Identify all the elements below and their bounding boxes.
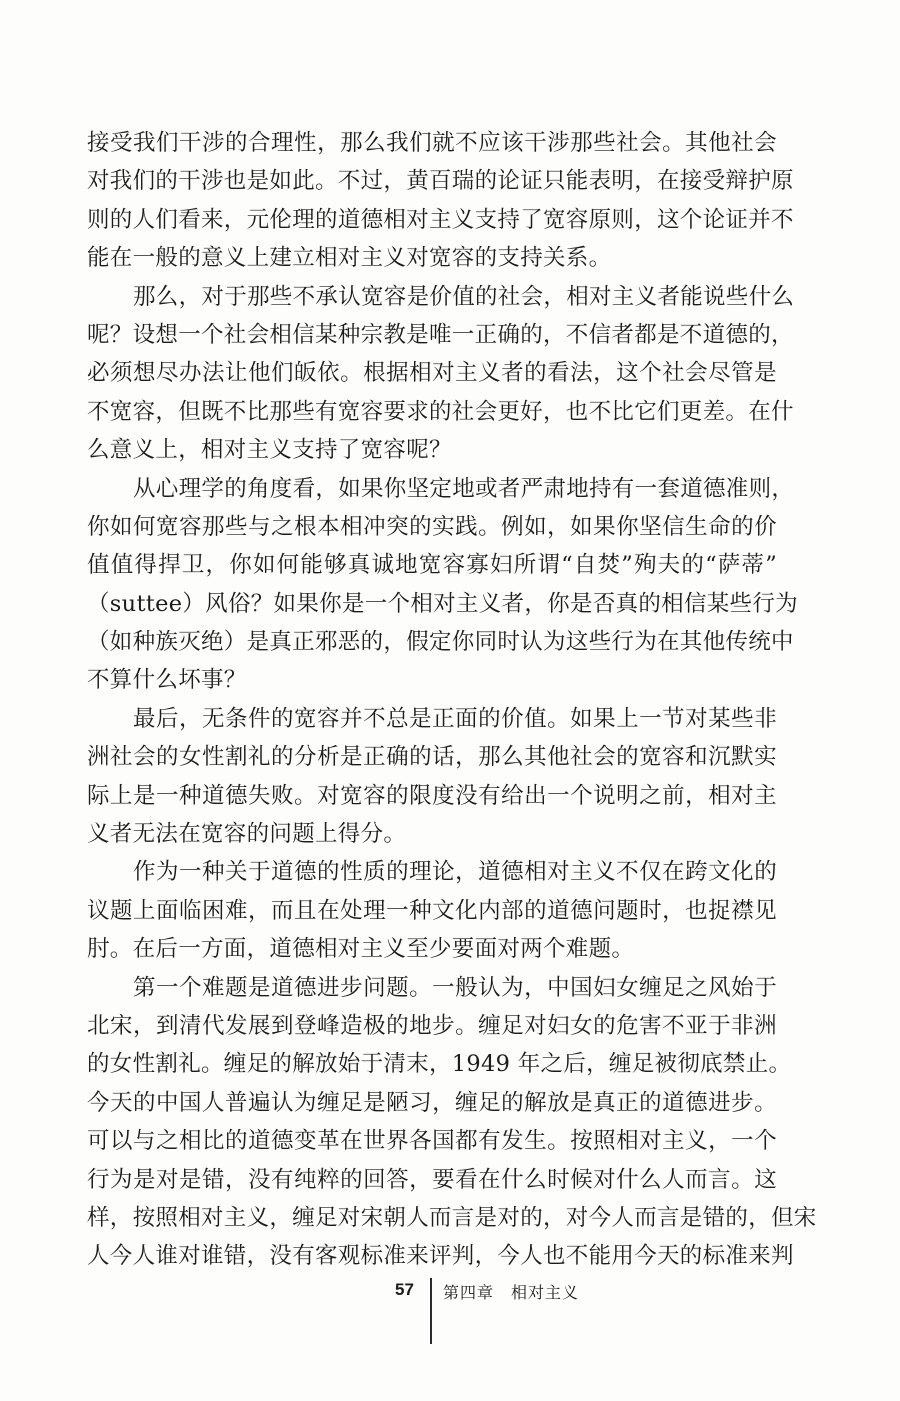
text-line: 呢？设想一个社会相信某种宗教是唯一正确的，不信者都是不道德的，	[87, 321, 794, 348]
text-line: 际上是一种道德失败。对宽容的限度没有给出一个说明之前，相对主	[87, 782, 777, 809]
text-line: 不算什么坏事？	[87, 667, 247, 694]
text-line: 则的人们看来，元伦理的道德相对主义支持了宽容原则，这个论证并不	[87, 206, 794, 233]
text-line: 作为一种关于道德的性质的理论，道德相对主义不仅在跨文化的	[133, 859, 777, 886]
paragraph	[87, 124, 794, 278]
text-line: 那么，对于那些不承认宽容是价值的社会，相对主义者能说些什么	[133, 283, 795, 310]
text-line: 可以与之相比的道德变革在世界各国都有发生。按照相对主义，一个	[87, 1128, 777, 1155]
text-line: 你如何宽容那些与之根本相冲突的实践。例如，如果你坚信生命的价	[87, 513, 777, 540]
text-line: 样，按照相对主义，缠足对宋朝人而言是对的，对今人而言是错的，但宋	[87, 1204, 817, 1231]
text-line: 最后，无条件的宽容并不总是正面的价值。如果上一节对某些非	[133, 705, 777, 732]
page-footer	[0, 1278, 900, 1348]
body-text	[87, 124, 817, 1276]
text-line: （suttee）风俗？如果你是一个相对主义者，你是否真的相信某些行为	[87, 590, 798, 617]
text-line: 不宽容，但既不比那些有宽容要求的社会更好，也不比它们更差。在什	[87, 398, 794, 425]
text-line: 对我们的干涉也是如此。不过，黄百瑞的论证只能表明，在接受辩护原	[87, 168, 794, 195]
paragraph	[87, 278, 795, 470]
text-line: 今天的中国人普遍认为缠足是陋习，缠足的解放是真正的道德进步。	[87, 1089, 777, 1116]
text-line: 么意义上，相对主义支持了宽容呢？	[87, 437, 452, 464]
paragraph	[87, 470, 798, 700]
text-line: 能在一般的意义上建立相对主义对宽容的支持关系。	[87, 245, 612, 272]
text-line: 议题上面临困难，而且在处理一种文化内部的道德问题时，也捉襟见	[87, 897, 777, 924]
text-line: 北宋，到清代发展到登峰造极的地步。缠足对妇女的危害不亚于非洲	[87, 1012, 777, 1039]
text-line: 行为是对是错，没有纯粹的回答，要看在什么时候对什么人而言。这	[87, 1166, 777, 1193]
text-line: 第一个难题是道德进步问题。一般认为，中国妇女缠足之风始于	[133, 974, 777, 1001]
text-line: 必须想尽办法让他们皈依。根据相对主义者的看法，这个社会尽管是	[87, 360, 777, 387]
paragraph	[87, 853, 777, 968]
text-line: 肘。在后一方面，道德相对主义至少要面对两个难题。	[87, 936, 635, 963]
page-number: 57	[395, 1280, 414, 1299]
text-line: 从心理学的角度看，如果你坚定地或者严肃地持有一套道德准则，	[133, 475, 795, 502]
text-line: 义者无法在宽容的问题上得分。	[87, 821, 407, 848]
footer-divider	[430, 1278, 432, 1344]
text-line: 人今人谁对谁错，没有客观标准来评判，今人也不能用今天的标准来判	[87, 1243, 794, 1270]
text-line: （如种族灭绝）是真正邪恶的，假定你同时认为这些行为在其他传统中	[87, 629, 794, 656]
paragraph	[87, 700, 777, 854]
chapter-title: 第四章 相对主义	[443, 1283, 580, 1302]
text-line: 的女性割礼。缠足的解放始于清末，1949 年之后，缠足被彻底禁止。	[87, 1051, 792, 1078]
text-line: 洲社会的女性割礼的分析是正确的话，那么其他社会的宽容和沉默实	[87, 744, 777, 771]
text-line: 值值得捍卫，你如何能够真诚地宽容寡妇所谓“自焚”殉夫的“萨蒂”	[87, 552, 777, 579]
text-line: 接受我们干涉的合理性，那么我们就不应该干涉那些社会。其他社会	[87, 130, 777, 156]
paragraph	[87, 969, 817, 1276]
